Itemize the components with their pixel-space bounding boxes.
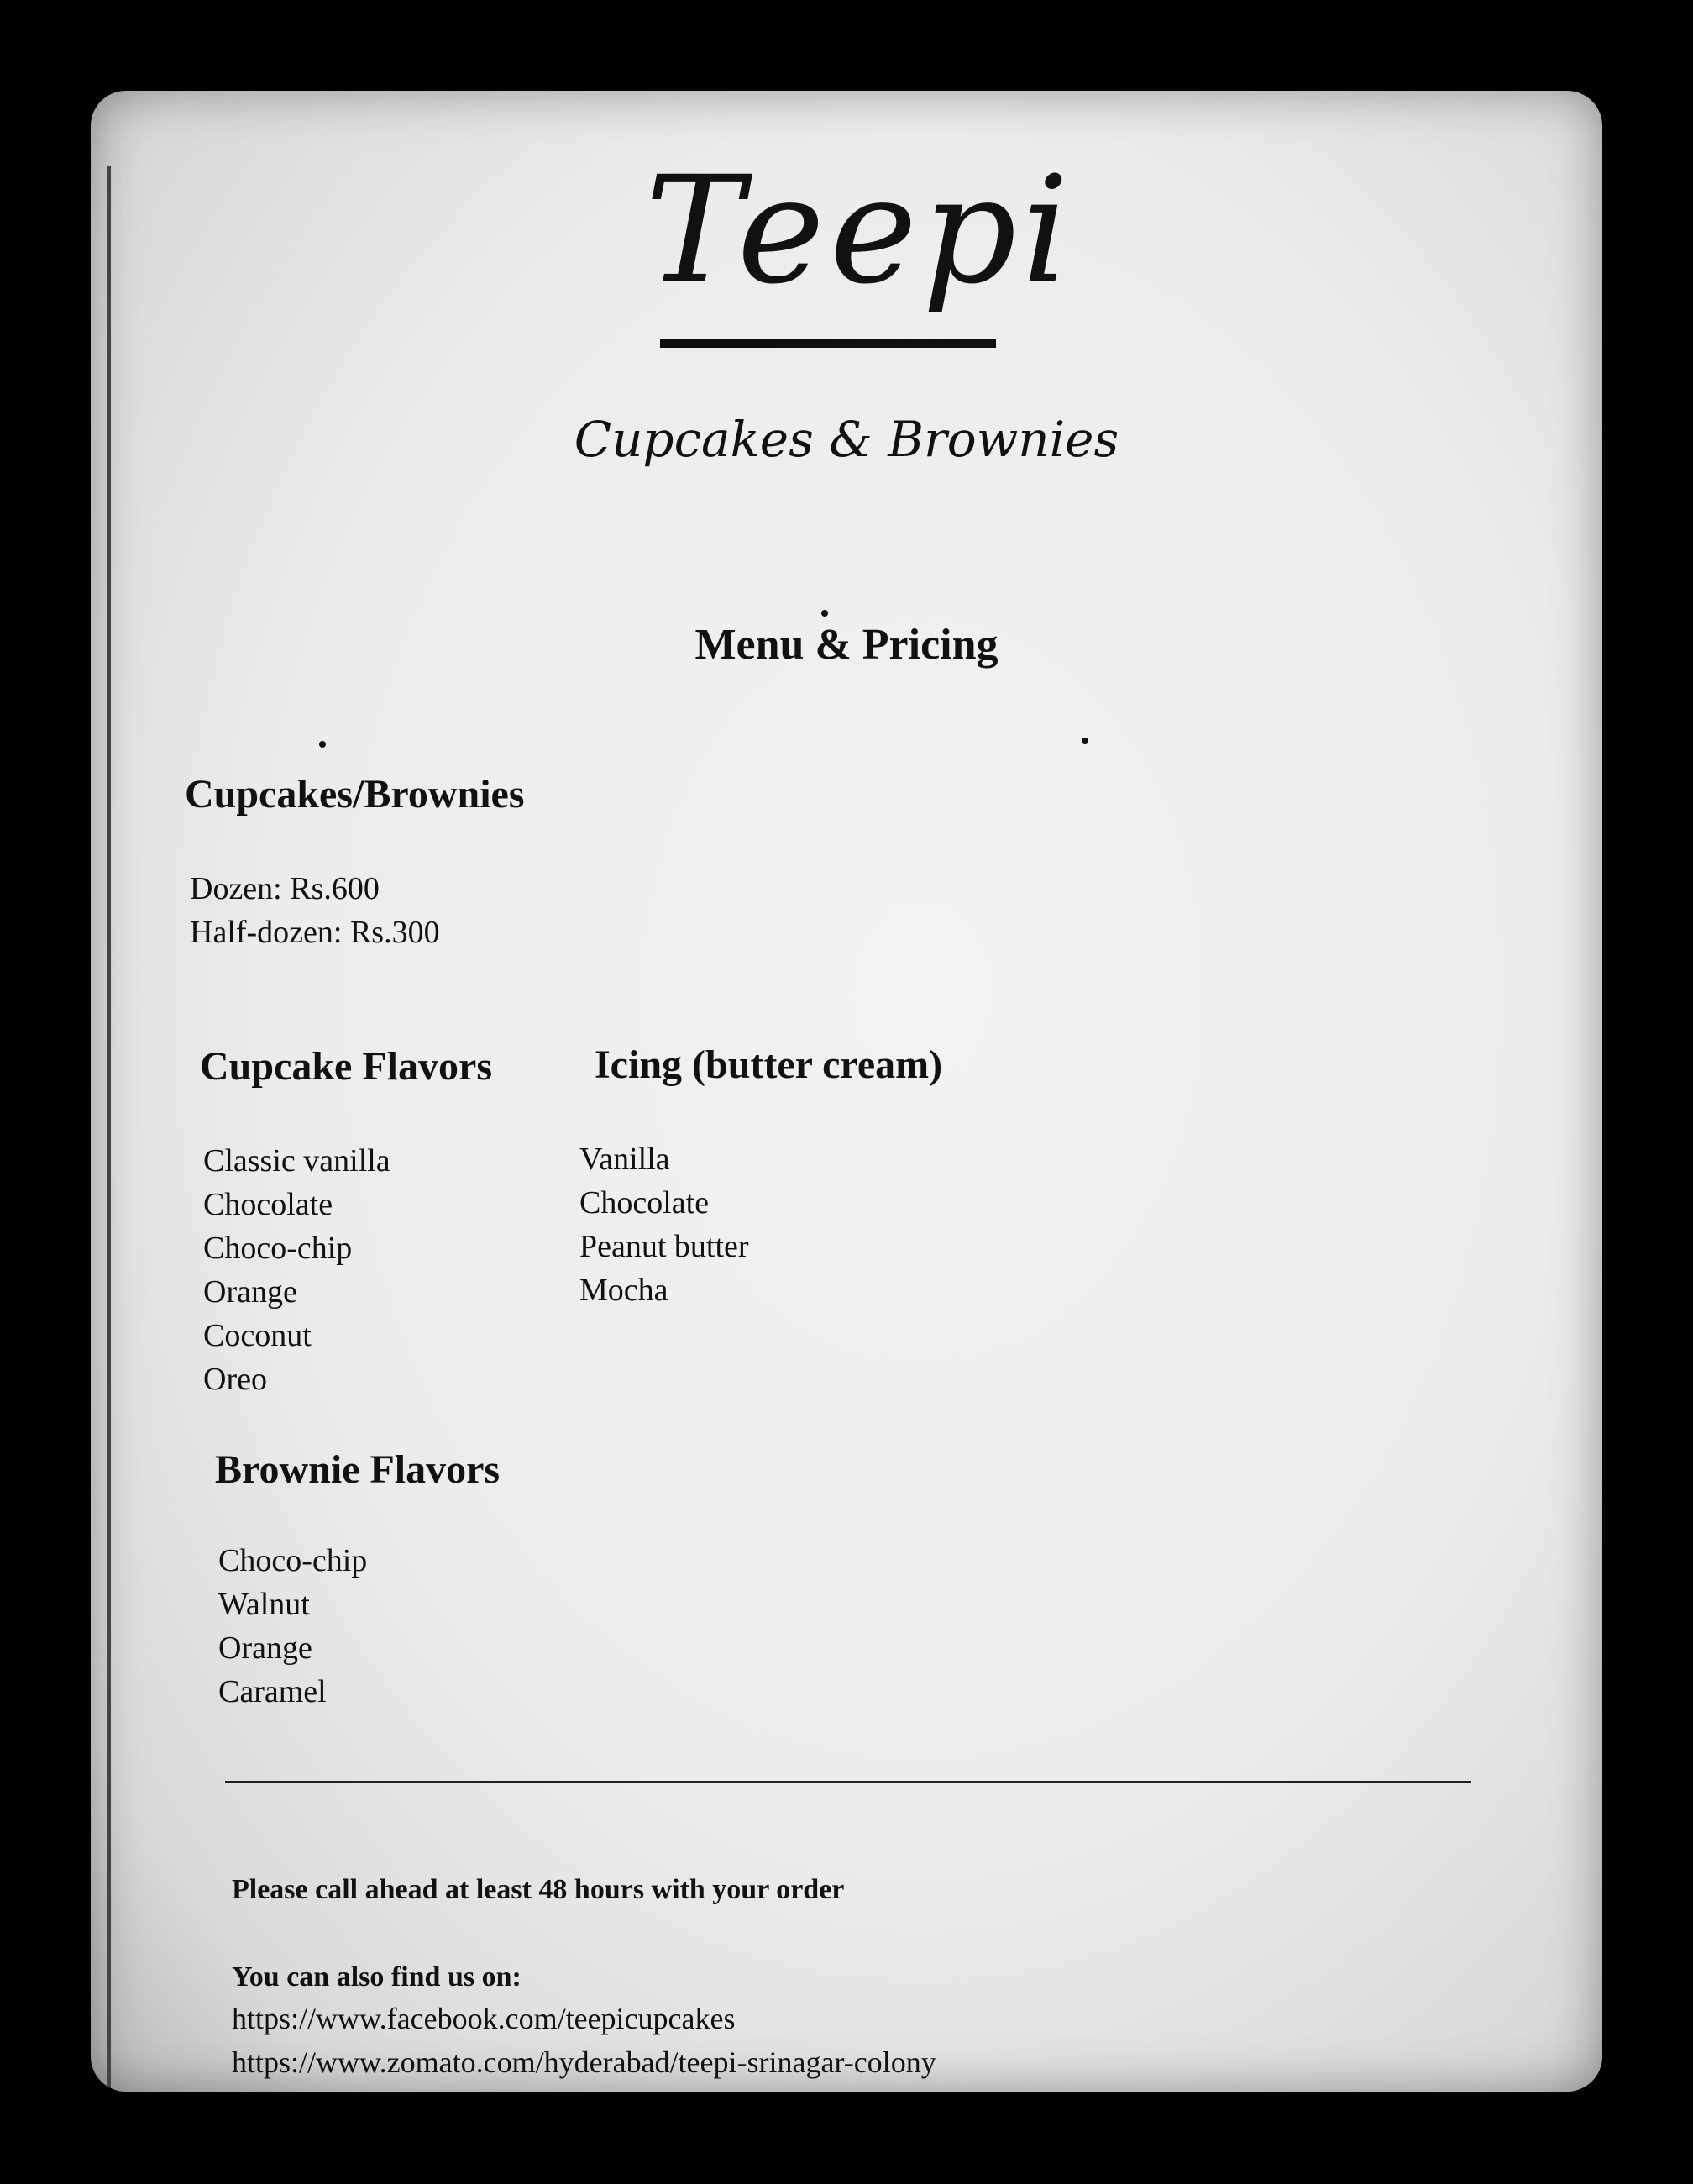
list-item: Chocolate <box>203 1187 333 1222</box>
logo-underline <box>660 339 996 348</box>
cupcake-flavors-list <box>203 1139 390 1401</box>
brownie-flavors-list <box>218 1539 367 1714</box>
speck <box>1082 738 1088 744</box>
list-item: Dozen: Rs.600 <box>190 871 380 906</box>
pricing-heading: Cupcakes/Brownies <box>185 772 525 816</box>
list-item: Mocha <box>579 1273 668 1308</box>
list-item: Orange <box>203 1274 297 1310</box>
brownie-flavors-heading: Brownie Flavors <box>215 1447 501 1492</box>
cupcake-flavors-heading: Cupcake Flavors <box>200 1044 492 1089</box>
brand-tagline: Cupcakes & Brownies <box>574 411 1119 468</box>
menu-title: Menu & Pricing <box>694 621 999 669</box>
find-us-label: You can also find us on: <box>232 1961 522 1992</box>
list-item: Half-dozen: Rs.300 <box>190 915 440 950</box>
speck <box>319 741 326 748</box>
menu-sheet <box>91 91 1602 2092</box>
list-item: Choco-chip <box>203 1231 353 1266</box>
list-item: Classic vanilla <box>203 1143 390 1179</box>
pricing-list <box>190 867 440 954</box>
list-item: Chocolate <box>579 1185 710 1221</box>
list-item: Vanilla <box>579 1142 670 1177</box>
page-edge-shadow <box>107 166 111 2090</box>
brand-logo: Teepi <box>645 144 1074 317</box>
list-item: Orange <box>218 1630 312 1666</box>
list-item: Oreo <box>203 1362 267 1397</box>
call-ahead-note: Please call ahead at least 48 hours with your order <box>232 1874 845 1905</box>
list-item: Choco-chip <box>218 1543 368 1578</box>
list-item: Peanut butter <box>579 1229 749 1264</box>
list-item: Walnut <box>218 1587 310 1622</box>
icing-heading: Icing (butter cream) <box>595 1042 943 1087</box>
icing-list <box>579 1137 749 1312</box>
list-item: Coconut <box>203 1318 312 1353</box>
facebook-link[interactable]: https://www.facebook.com/teepicupcakes <box>232 2002 736 2035</box>
list-item: Caramel <box>218 1674 327 1709</box>
zomato-link[interactable]: https://www.zomato.com/hyderabad/teepi-srinagar-colony <box>232 2045 936 2079</box>
footer-divider <box>225 1781 1471 1783</box>
